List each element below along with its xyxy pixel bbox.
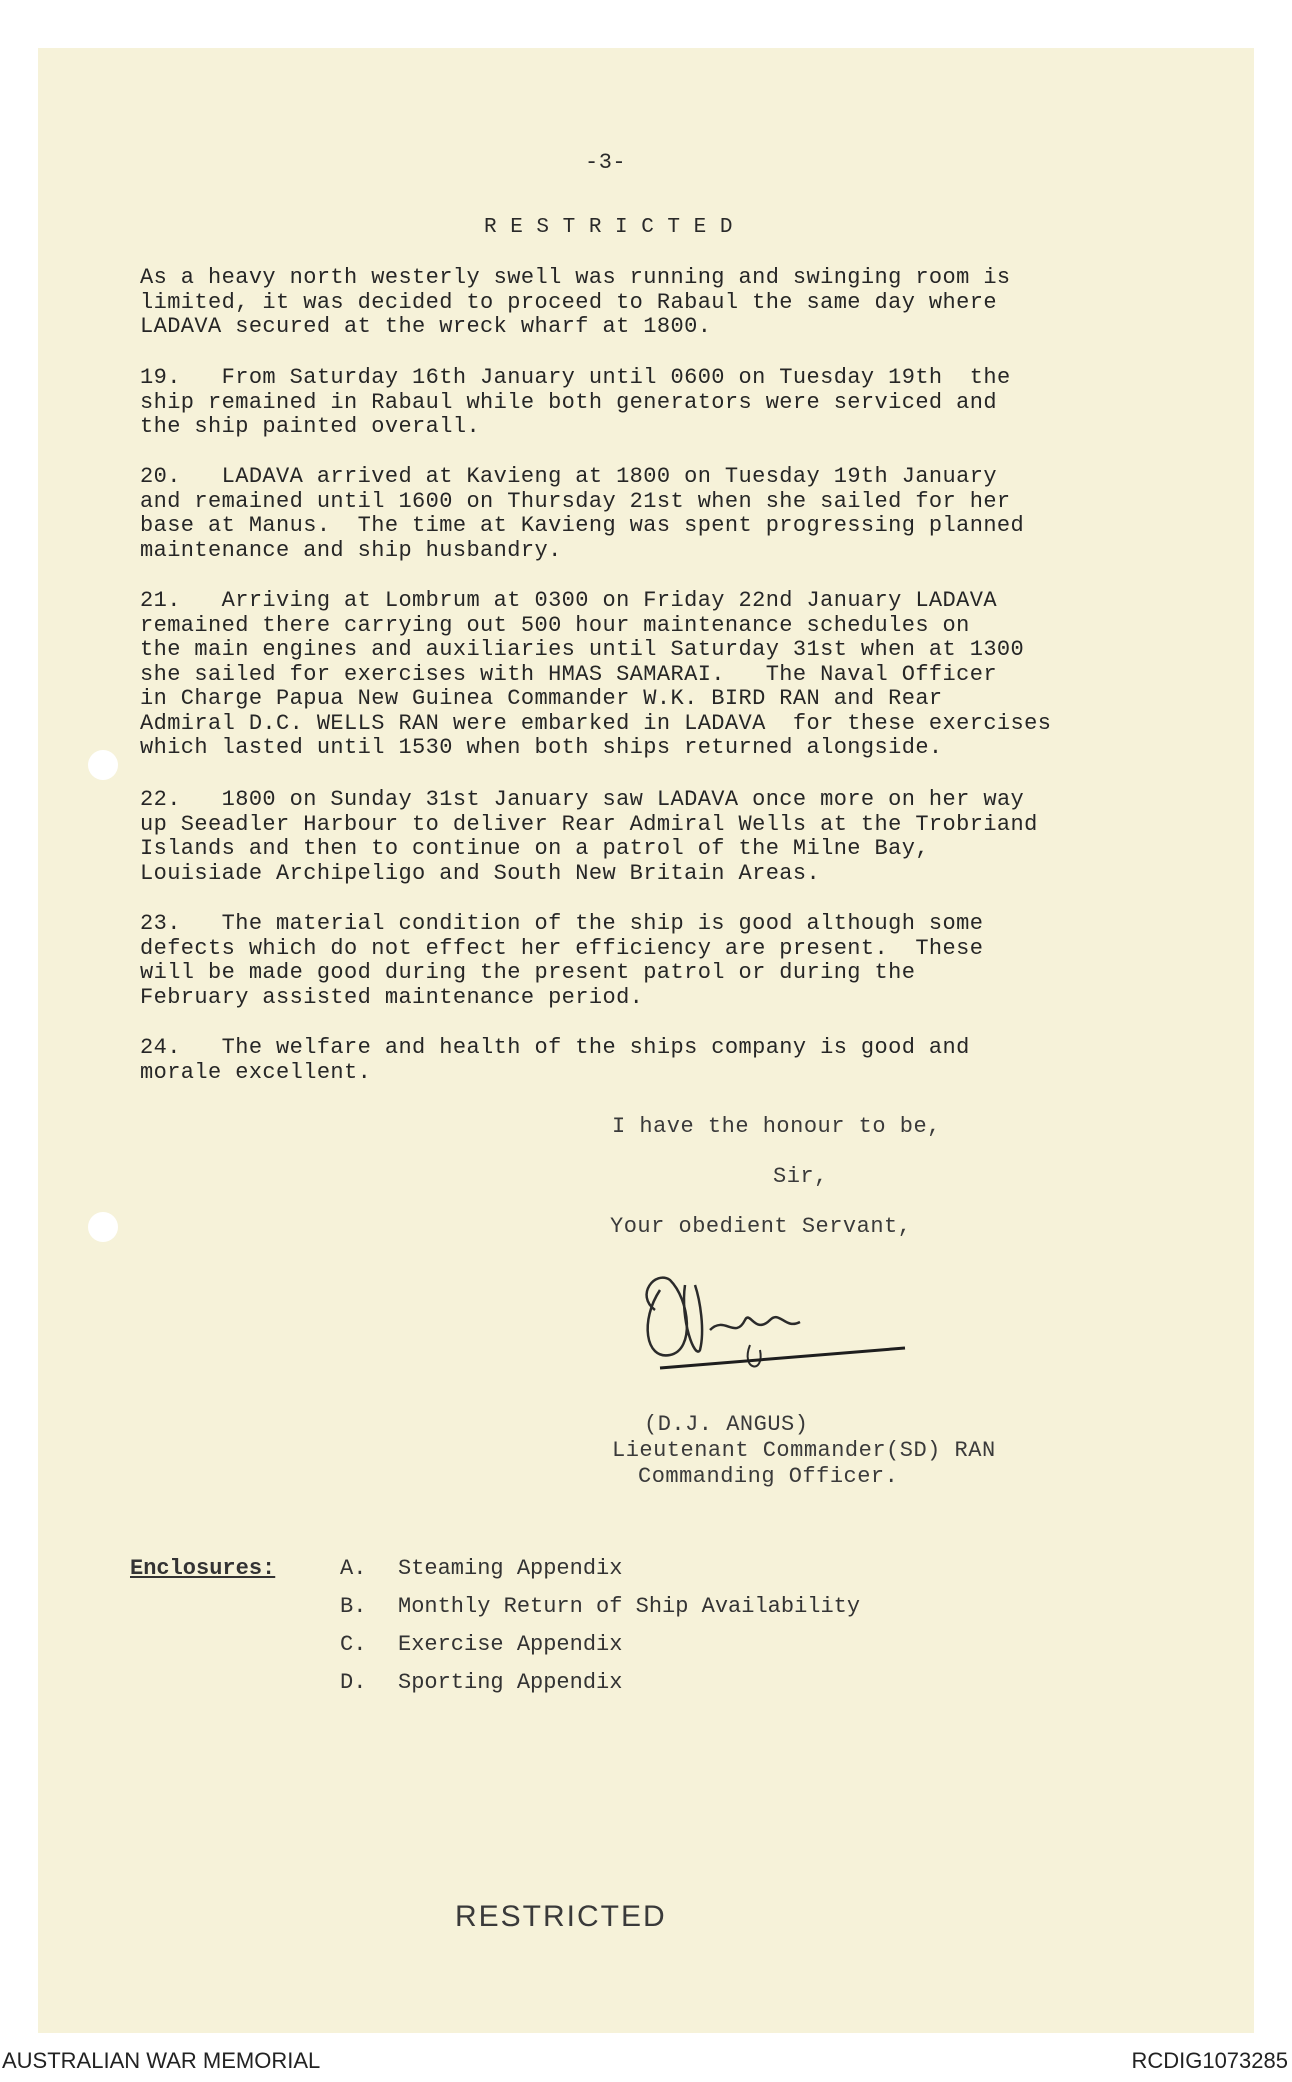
paragraph-21: 21. Arriving at Lombrum at 0300 on Friday 22nd January LADAVA remained there carrying out 500 hour maintenance schedules on the main engines and auxiliaries until Saturday 31st when at 1300 she sailed for exercises with HMAS SAMARAI. The Naval Officer in Charge Papua New Guinea Commander W.K. BIRD RAN and Rear Admiral D.C. WELLS RAN were embarked in LADAVA for these exercises which lasted until 1530 when both ships returned alongside. xyxy=(140,588,1052,760)
punch-hole xyxy=(88,750,118,780)
closing-line-3: Your obedient Servant, xyxy=(610,1214,912,1239)
enclosure-letter-a: A. xyxy=(340,1556,367,1581)
footer-left: AUSTRALIAN WAR MEMORIAL xyxy=(2,2048,321,2073)
classification-stamp-bottom: RESTRICTED xyxy=(455,1900,667,1933)
paragraph-22: 22. 1800 on Sunday 31st January saw LADAVA once more on her way up Seeadler Harbour to deliver Rear Admiral Wells at the Trobriand Islands and then to continue on a patrol of the Milne Bay, Louisiade Archipeligo and South New Britain Areas. xyxy=(140,787,1038,886)
enclosure-letter-d: D. xyxy=(340,1670,367,1695)
enclosure-letter-b: B. xyxy=(340,1594,367,1619)
signatory-name: (D.J. ANGUS) xyxy=(644,1412,809,1437)
paragraph-19: 19. From Saturday 16th January until 0600 on Tuesday 19th the ship remained in Rabaul while both generators were serviced and the ship painted overall. xyxy=(140,365,1011,439)
signatory-rank: Lieutenant Commander(SD) RAN xyxy=(612,1438,996,1463)
signatory-role: Commanding Officer. xyxy=(638,1464,899,1489)
enclosure-item-b: Monthly Return of Ship Availability xyxy=(398,1594,861,1619)
enclosure-item-a: Steaming Appendix xyxy=(398,1556,623,1581)
paragraph-intro: As a heavy north westerly swell was running and swinging room is limited, it was decided to proceed to Rabaul the same day where LADAVA secured at the wreck wharf at 1800. xyxy=(140,265,1011,339)
enclosure-item-d: Sporting Appendix xyxy=(398,1670,623,1695)
enclosure-letter-c: C. xyxy=(340,1632,367,1657)
paragraph-24: 24. The welfare and health of the ships company is good and morale excellent. xyxy=(140,1035,970,1085)
handwritten-signature xyxy=(600,1260,930,1390)
enclosure-item-c: Exercise Appendix xyxy=(398,1632,623,1657)
closing-line-2: Sir, xyxy=(773,1164,828,1189)
paragraph-23: 23. The material condition of the ship is good although some defects which do not effect her efficiency are present. These will be made good during the present patrol or during the February assisted maintenance period. xyxy=(140,911,984,1010)
footer-right: RCDIG1073285 xyxy=(1131,2048,1288,2073)
enclosures-label: Enclosures: xyxy=(130,1556,276,1581)
paragraph-20: 20. LADAVA arrived at Kavieng at 1800 on Tuesday 19th January and remained until 1600 on Thursday 21st when she sailed for her base at Manus. The time at Kavieng was spent progressing planned maintenance and ship husbandry. xyxy=(140,464,1025,563)
page-number: -3- xyxy=(585,150,627,175)
closing-line-1: I have the honour to be, xyxy=(612,1114,941,1139)
classification-top: R E S T R I C T E D xyxy=(484,216,733,239)
punch-hole xyxy=(88,1212,118,1242)
